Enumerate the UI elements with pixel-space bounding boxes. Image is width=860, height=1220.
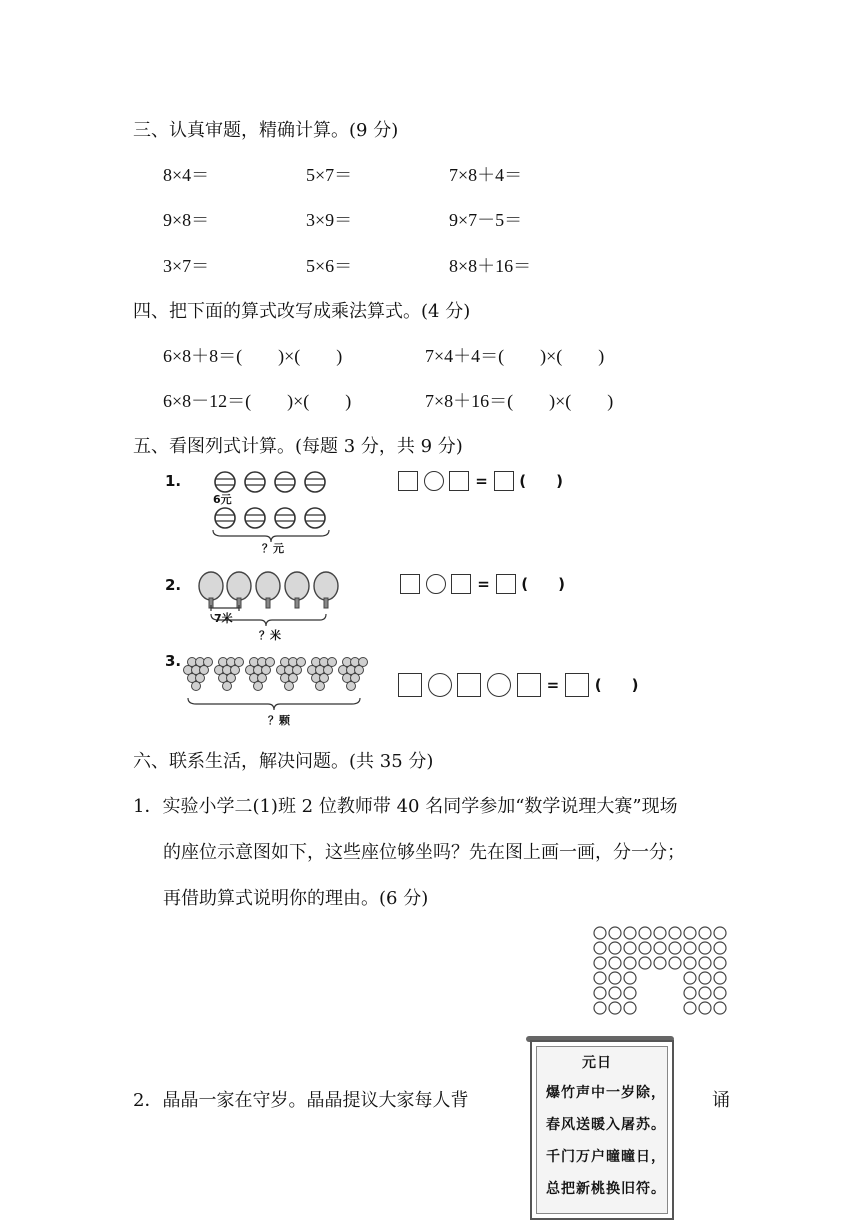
seat-circle — [684, 972, 696, 984]
seat-circle — [624, 972, 636, 984]
answer-box[interactable] — [457, 673, 481, 697]
seat-circle — [654, 957, 666, 969]
operator-circle[interactable] — [424, 471, 444, 491]
rewrite-problem: 7×4＋4＝( )×( ) — [425, 346, 605, 366]
calc-problem: 8×8＋16＝ — [449, 256, 532, 276]
unit-price-label: 6元 — [213, 493, 232, 506]
section3-heading: 三、认真审题，精确计算。(9 分) — [133, 120, 399, 141]
seat-circle — [624, 942, 636, 954]
seat-circle — [594, 942, 606, 954]
seat-circle — [684, 957, 696, 969]
item-number: 2. — [165, 576, 182, 594]
seat-circle — [639, 957, 651, 969]
item-number: 1. — [165, 472, 182, 490]
unit-paren[interactable]: ( ) — [519, 472, 563, 490]
equals-sign: = — [477, 575, 490, 593]
answer-box[interactable] — [496, 574, 516, 594]
seat-circle — [684, 927, 696, 939]
unit-distance-label: 7米 — [214, 612, 233, 625]
calc-problem: 5×6＝ — [306, 256, 353, 276]
seat-circle — [609, 942, 621, 954]
question1-line: 再借助算式说明你的理由。(6 分) — [163, 888, 429, 909]
calc-problem: 9×7－5＝ — [449, 210, 523, 230]
seat-circle — [669, 927, 681, 939]
total-label: ？米 — [259, 629, 281, 642]
operator-circle[interactable] — [487, 673, 511, 697]
operator-circle[interactable] — [426, 574, 446, 594]
poem-line: 春风送暖入屠苏。 — [546, 1117, 666, 1133]
answer-box[interactable] — [494, 471, 514, 491]
seat-circle — [639, 927, 651, 939]
seat-circle — [594, 1002, 606, 1014]
calc-problem: 8×4＝ — [163, 165, 210, 185]
item-number: 3. — [165, 652, 182, 670]
answer-equation — [400, 573, 565, 594]
answer-box[interactable] — [398, 471, 418, 491]
section5-heading: 五、看图列式计算。(每题 3 分，共 9 分) — [133, 436, 463, 457]
calc-problem: 9×8＝ — [163, 210, 210, 230]
poem-title: 元日 — [582, 1055, 612, 1071]
seat-circle — [714, 987, 726, 999]
answer-equation — [398, 673, 638, 697]
unit-paren[interactable]: ( ) — [521, 575, 565, 593]
seat-circle — [684, 1002, 696, 1014]
seat-circle — [669, 957, 681, 969]
question1-line: 1．实验小学二(1)班 2 位教师带 40 名同学参加“数学说理大赛”现场 — [133, 796, 678, 817]
rewrite-problem: 6×8＋8＝( )×( ) — [163, 346, 343, 366]
seat-circle — [594, 927, 606, 939]
seat-circle — [624, 927, 636, 939]
seat-circle — [699, 972, 711, 984]
seat-circle — [624, 987, 636, 999]
seat-circle — [639, 942, 651, 954]
seat-circle — [609, 957, 621, 969]
seat-circle — [699, 942, 711, 954]
seat-circle — [654, 942, 666, 954]
unit-paren[interactable]: ( ) — [594, 676, 639, 694]
seat-circle — [609, 972, 621, 984]
seat-circle — [714, 942, 726, 954]
answer-box[interactable] — [565, 673, 589, 697]
seat-circle — [609, 1002, 621, 1014]
seat-circle — [654, 927, 666, 939]
poem-scroll — [530, 1040, 674, 1220]
question2-text: 2．晶晶一家在守岁。晶晶提议大家每人背 — [133, 1090, 469, 1111]
seat-circle — [669, 942, 681, 954]
seat-circle — [609, 987, 621, 999]
total-label: ？元 — [262, 542, 284, 555]
equals-sign: = — [546, 676, 560, 694]
answer-equation — [398, 470, 563, 491]
question1-line: 的座位示意图如下，这些座位够坐吗？先在图上画一画，分一分； — [163, 842, 685, 863]
rewrite-problem: 7×8＋16＝( )×( ) — [425, 391, 614, 411]
answer-box[interactable] — [400, 574, 420, 594]
seat-circle — [714, 957, 726, 969]
total-label: ？颗 — [268, 714, 290, 727]
poem-line: 千门万户曈曈日， — [546, 1149, 666, 1165]
seat-circle — [714, 972, 726, 984]
poem-line: 总把新桃换旧符。 — [546, 1181, 666, 1197]
calc-problem: 3×7＝ — [163, 256, 210, 276]
seat-circle — [594, 987, 606, 999]
seat-circle — [714, 927, 726, 939]
seating-diagram — [592, 925, 732, 1015]
seat-circle — [609, 927, 621, 939]
section6-heading: 六、联系生活，解决问题。(共 35 分) — [133, 751, 434, 772]
seat-circle — [699, 1002, 711, 1014]
seat-circle — [699, 957, 711, 969]
grapes-figure — [182, 648, 368, 718]
seat-circle — [684, 942, 696, 954]
answer-box[interactable] — [398, 673, 422, 697]
question2-text-tail: 诵 — [712, 1090, 730, 1111]
answer-box[interactable] — [517, 673, 541, 697]
seat-circle — [624, 1002, 636, 1014]
seat-circle — [699, 927, 711, 939]
seat-circle — [624, 957, 636, 969]
answer-box[interactable] — [451, 574, 471, 594]
equals-sign: = — [475, 472, 488, 490]
seat-circle — [594, 972, 606, 984]
calc-problem: 7×8＋4＝ — [449, 165, 523, 185]
answer-box[interactable] — [449, 471, 469, 491]
rewrite-problem: 6×8－12＝( )×( ) — [163, 391, 352, 411]
seat-circle — [699, 987, 711, 999]
operator-circle[interactable] — [428, 673, 452, 697]
section4-heading: 四、把下面的算式改写成乘法算式。(4 分) — [133, 301, 471, 322]
poem-line: 爆竹声中一岁除， — [546, 1085, 666, 1101]
calc-problem: 3×9＝ — [306, 210, 353, 230]
seat-circle — [684, 987, 696, 999]
seat-circle — [714, 1002, 726, 1014]
calc-problem: 5×7＝ — [306, 165, 353, 185]
seat-circle — [594, 957, 606, 969]
